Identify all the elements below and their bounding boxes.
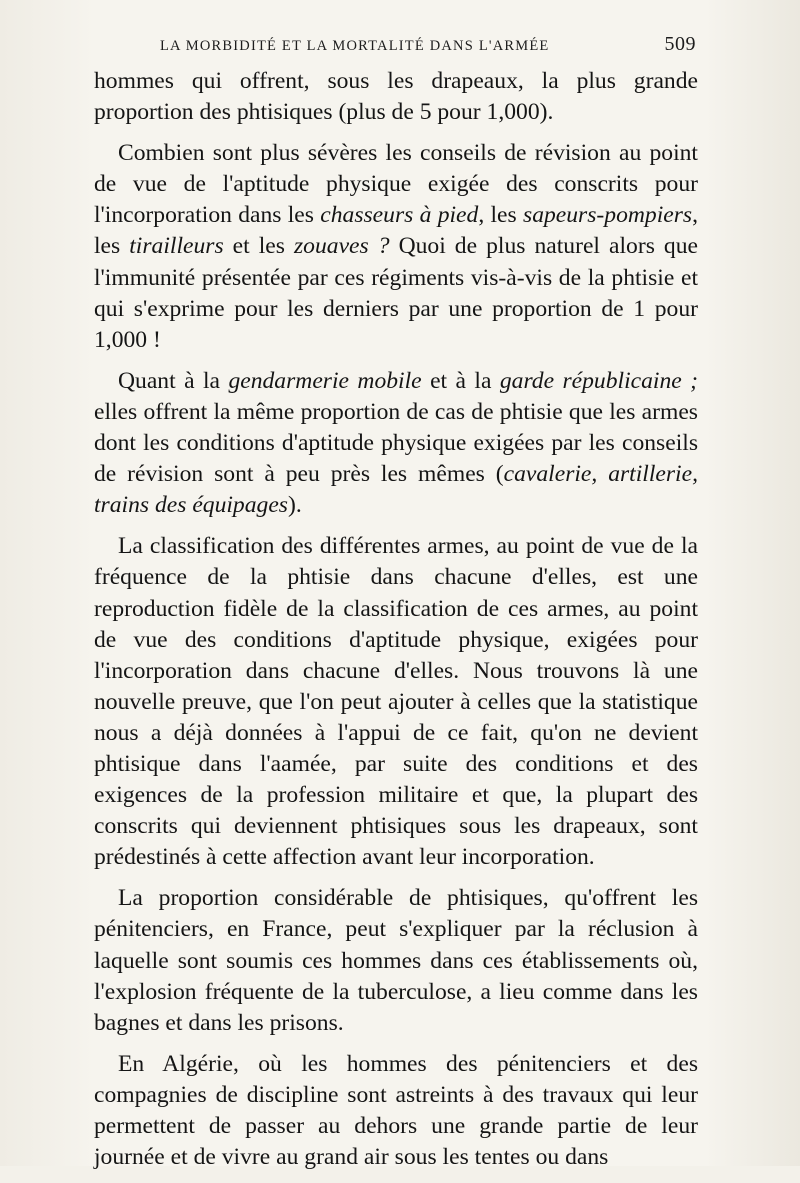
italic-term: gendarmerie mobile — [228, 367, 422, 394]
paragraph-2 — [94, 138, 698, 356]
italic-term: cavalerie, artillerie, trains des équipages — [94, 461, 698, 519]
text-segment: et à la — [421, 367, 500, 394]
paragraph-4 — [94, 531, 698, 873]
text-segment: , les — [94, 202, 699, 260]
body-text — [94, 66, 698, 1183]
text-segment: La proportion considérable de phtisiques, qu'offrent les pénitenciers, en France, peut s'expliquer par la réclusion à laquelle sont soumis ces hommes dans ces établissements où, l'explosion fréquente de la tuberculose, a lieu comme dans les bagnes et dans les prisons. — [94, 885, 698, 1036]
italic-term: chasseurs à pied — [320, 202, 479, 229]
running-title: LA MORBIDITÉ ET LA MORTALITÉ DANS L'ARMÉE — [160, 38, 550, 54]
text-segment: Quoi de plus naturel alors que l'immunité présentée par ces régiments vis-à-vis de la phtisie et qui s'exprime pour les derniers par une proportion de 1 pour 1,000 ! — [94, 233, 698, 353]
text-segment: et les — [223, 233, 294, 260]
page-number: 509 — [664, 33, 696, 55]
text-segment: , les — [478, 202, 524, 229]
text-segment: En Algérie, où les hommes des pénitenciers et des compagnies de discipline sont astreints à des travaux qui leur permettent de passer au dehors une grande partie de leur journée et de vivre au grand air sous les tentes ou dans — [94, 1050, 698, 1171]
text-segment: ). — [287, 492, 302, 519]
text-segment: Combien sont plus sévères les conseils de révision au point de vue de l'aptitude physique exigée des conscrits pour l'incorporation dans les — [94, 140, 698, 229]
italic-term: zouaves ? — [294, 233, 390, 260]
paragraph-6 — [94, 1049, 698, 1173]
text-segment: elles offrent la même proportion de cas de phtisie que les armes dont les conditions d'aptitude physique exigées par les conseils de révision sont à peu près les mêmes ( — [94, 398, 698, 488]
running-head — [160, 33, 696, 58]
paragraph-3 — [94, 366, 698, 521]
text-segment: Quant à la — [118, 367, 229, 394]
text-segment: La classification des différentes armes, au point de vue de la fréquence de la phtisie dans chacune d'elles, est une reproduction fidèle de la classification de ces armes, au point de vue des conditions d'aptitude physique, exigées pour l'incorporation dans chacune d'elles. Nous trouvons là une nouvelle preuve, que l'on peut ajouter à celles que la statistique nous a déjà données à l'appui de ce fait, qu'on ne devient phtisique dans l'aamée, par suite des conditions et des exigences de la profession militaire et que, la plupart des conscrits qui deviennent phtisiques sous les drapeaux, sont prédestinés à cette affection avant leur incorporation. — [94, 533, 698, 871]
paragraph-1 — [94, 66, 698, 128]
paragraph-5 — [94, 883, 698, 1038]
text-segment: hommes qui offrent, sous les drapeaux, la plus grande proportion des phtisiques (plus de 5 pour 1,000). — [94, 68, 698, 126]
italic-term: tirailleurs — [129, 233, 224, 260]
italic-term: sapeurs-pompiers — [523, 202, 693, 229]
italic-term: garde républicaine ; — [499, 367, 698, 394]
